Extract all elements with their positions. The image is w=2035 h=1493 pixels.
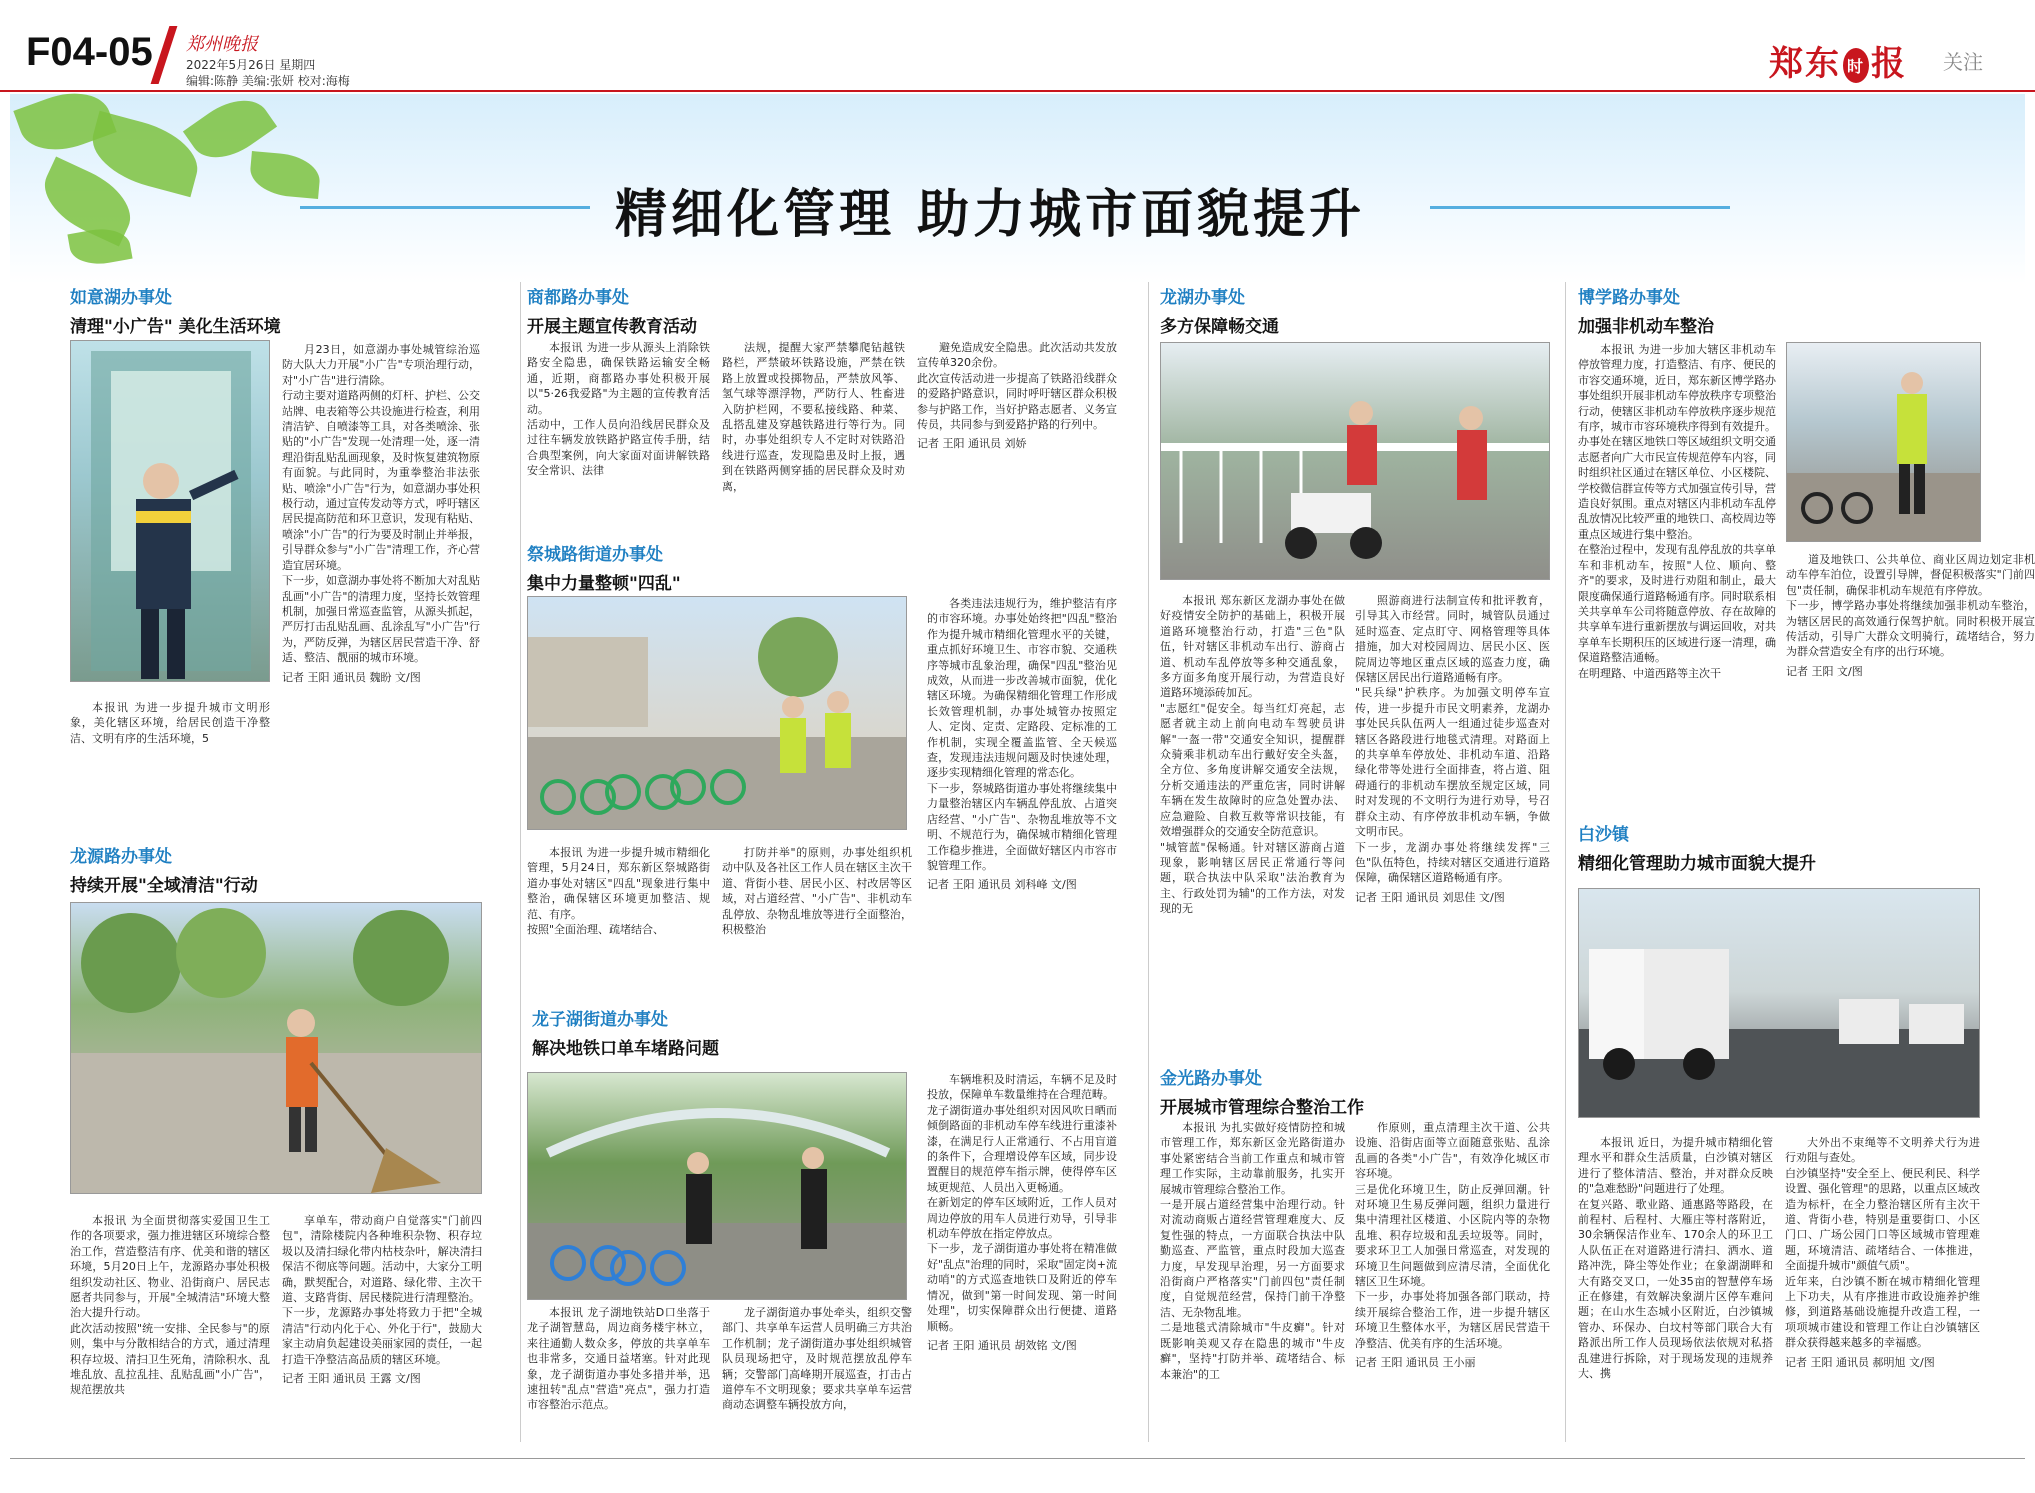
article-body: [70, 1213, 270, 1446]
article-unit: 金光路办事处: [1160, 1069, 1262, 1089]
article-title: 开展主题宣传教育活动: [527, 317, 697, 337]
article-text: 打防并举"的原则，办事处组织机动中队及各社区工作人员在辖区主次干道、背街小巷、居民小区、村改居等区域，对占道经营、"小广告"、非机动车乱停放、杂物乱堆放等进行全面整治，积极整治: [722, 846, 912, 937]
paper-name-badge: 时: [1843, 48, 1869, 83]
article-text: 大外出不束绳等不文明养犬行为进行劝阻与查处。 白沙镇坚持"安全至上、便民利民、科学设置、强化管理"的思路，以重点区域改造为标杆，在全力整治辖区所有主次干道、背街小巷，特别是重要街口、小区门口、广场公园门口等区域城市管理难题，环境清洁、疏堵结合、一体推进，全面提升城市"颜值气质"。 近年来，白沙镇不断在城市精细化管理上下功夫，从有序推进市政设施养护维修，到道路基础设施提升改造工程，一项项城市建设和管理工作让白沙镇辖区群众获得越来越多的幸福感。: [1785, 1136, 1980, 1350]
article-photo: [1578, 888, 1980, 1118]
article-body: [70, 700, 270, 758]
article-text: 本报讯 龙子湖地铁站D口坐落于龙子湖智慧岛，周边商务楼宇林立，来往通勤人数众多，停放的共享单车也非常多，交通日益堵塞。针对此现象，龙子湖街道办事处多措并举，迅速扭转"乱点"营造"亮点"，强力打造市容整治示范点。: [527, 1306, 710, 1412]
article-body: [527, 340, 710, 510]
bottom-rule: [10, 1458, 2025, 1459]
article-body: [927, 596, 1117, 948]
article-byline: 记者 王阳 通讯员 刘娇: [917, 437, 1027, 451]
article-body: [1786, 552, 2035, 679]
article-photo: [70, 340, 270, 682]
article-body: [282, 342, 480, 757]
article-boxuelu: [1578, 283, 2018, 337]
article-byline: 记者 王阳 通讯员 魏盼 文/图: [282, 670, 421, 684]
article-text: 龙子湖街道办事处牵头，组织交警部门、共享单车运营人员明确三方共治工作机制；龙子湖街道办事处组织城管队员现场把守，及时规范摆放乱停车辆；交警部门高峰期开展巡查，打击占道停车不文明现象；要求共享单车运营商动态调整车辆投放方向，: [722, 1306, 912, 1412]
article-title: 精细化管理助力城市面貌大提升: [1578, 854, 1816, 874]
article-body: [527, 1305, 710, 1445]
article-unit: 白沙镇: [1578, 825, 1629, 845]
column-divider: [1565, 282, 1566, 1442]
masthead-slash: [151, 26, 178, 84]
article-unit: 博学路办事处: [1578, 288, 1680, 308]
article-text: 各类违法违规行为，维护整洁有序的市容环境。办事处始终把"四乱"整治作为提升城市精细化管理水平的关键，重点抓好环境卫生、市容市貌、交通秩序等城市乱象治理，确保"四乱"整治见成效，从而进一步改善城市面貌，优化辖区环境。为确保精细化管理工作形成长效管理机制，办事处城管办按照定人、定岗、定责、定路段、定标准的工作机制，实现全覆盖监管、全天候巡查，发现违法违规问题及时快速处理，逐步实现精细化管理的常态化。 下一步，祭城路街道办事处将继续集中力量整治辖区内车辆乱停乱放、占道突店经营、"小广告"、杂物乱堆放等不文明、不规范行为，确保城市精细化管理工作稳步推进，全面做好辖区内市容市貌管理工作。: [927, 597, 1117, 872]
article-longyuanlu: [70, 842, 510, 896]
article-byline: 记者 王阳 通讯员 郝明旭 文/图: [1785, 1355, 1935, 1369]
article-unit: 龙源路办事处: [70, 847, 172, 867]
article-body: [917, 340, 1117, 510]
article-body: [1578, 1135, 1773, 1445]
article-text: 车辆堆积及时清运，车辆不足及时投放，保障单车数量维持在合理范畴。 龙子湖街道办事处组织对因风吹日晒而倾倒路面的非机动车停车线进行重漆补漆，在满足行人正常通行、不占用盲道的条件下，合理增设停车区域，同步设置醒目的规范停车指示牌，使得停车区域更规范、人员出入更畅通。 在新划定的停车区域附近，工作人员对周边停放的用车人员进行劝导，引导非机动车停放在指定停放点。 下一步，龙子湖街道办事处将在精准做好"乱点"治理的同时，采取"固定岗+流动哨"的方式巡查地铁口及附近的停车情况，做到"第一时间发现、第一时间处理"，切实保障群众出行便捷、道路顺畅。: [927, 1073, 1117, 1333]
main-headline: 精细化管理 助力城市面貌提升: [615, 184, 1366, 245]
article-unit: 龙湖办事处: [1160, 288, 1245, 308]
paper-name-right: 报: [1871, 44, 1907, 84]
article-unit: 祭城路街道办事处: [527, 545, 663, 565]
newspaper-logo: 郑州晚报: [186, 34, 258, 55]
street-cleaning-trucks-illustration: [1579, 889, 1980, 1118]
article-body: [1785, 1135, 1980, 1445]
leaf-decoration: [248, 151, 321, 199]
article-lead: 本报讯 为进一步提升城市文明形象，美化辖区环境，给居民创造干净整洁、文明有序的生活环境，5: [70, 701, 270, 745]
article-unit: 如意湖办事处: [70, 288, 172, 308]
article-ruyihu: [70, 283, 510, 337]
article-text: 本报讯 为扎实做好疫情防控和城市管理工作，郑东新区金光路街道办事处紧密结合当前工作重点和城市管理工作实际，主动靠前服务，扎实开展城市管理综合整治工作。 一是开展占道经营集中治理行动。针对流动商贩占道经营管理难度大、反复性强的特点，一方面联合执法中队勤巡查、严监管，重点时段加大巡查力度，早发现早治理，另一方面要求沿街商户严格落实"门前四包"责任制度，自觉规范经营，保持门前干净整洁、无杂物乱堆。 二是地毯式清除城市"牛皮癣"。针对既影响美观又存在隐患的城市"牛皮癣"，坚持"打防并举、疏堵结合、标本兼治"的工: [1160, 1121, 1345, 1381]
issue-date: 2022年5月26日 星期四: [186, 58, 316, 72]
article-shangdulu: [527, 283, 1127, 337]
article-unit: 商都路办事处: [527, 288, 629, 308]
article-photo: [70, 902, 482, 1194]
article-jichenglu: [527, 540, 1127, 594]
article-text: 本报讯 为全面贯彻落实爱国卫生工作的各项要求，强力推进辖区环境综合整治工作，营造整洁有序、优美和谐的辖区环境，5月20日上午，龙源路办事处积极组织发动社区、物业、沿街商户、居民志愿者共同参与，开展"全城清洁"环境大整治大提升行动。 此次活动按照"统一安排、全民参与"的原则，集中与分散相结合的方式，通过清理积存垃圾、清扫卫生死角，清除积水、乱堆乱放、乱拉乱挂、乱贴乱画"小广告"，规范摆放共: [70, 1214, 270, 1397]
article-text: 本报讯 为进一步提升城市精细化管理，5月24日，郑东新区祭城路街道办事处对辖区"四乱"现象进行集中整治，确保辖区环境更加整洁、规范、有序。 按照"全面治理、疏堵结合、: [527, 846, 710, 937]
article-byline: 记者 王阳 通讯员 王小丽: [1355, 1356, 1476, 1370]
article-body: [1160, 1120, 1345, 1445]
section-label: 关注: [1943, 50, 1983, 74]
article-text: 法规，提醒大家严禁攀爬钻越铁路栏，严禁破坏铁路设施，严禁在铁路上放置或投掷物品，严禁放风筝、氢气球等漂浮物，严防行人、牲畜进入防护栏网，不要私接线路、种菜、乱搭乱建及穿越铁路进行等行为。同时，办事处组织专人不定时对铁路沿线进行巡查，发现隐患及时上报，遇到在铁路两侧穿插的居民群众及时劝离，: [722, 341, 905, 493]
staff-credits: 编辑:陈静 美编:张妍 校对:海梅: [186, 74, 350, 88]
worker-bikes-illustration: [1787, 343, 1981, 542]
article-title: 加强非机动车整治: [1578, 317, 1714, 337]
article-longzihu: [532, 1005, 1132, 1059]
article-title: 解决地铁口单车堵路问题: [532, 1039, 719, 1059]
article-text: 照游商进行法制宣传和批评教育，引导其入市经营。同时，城管队员通过延时巡查、定点盯守、网格管理等具体措施，加大对校园周边、居民小区、医院周边等地区重点区域的巡查力度，确保辖区居民出行道路通畅有序。 "民兵绿"护秩序。为加强文明停车宣传，进一步提升市民文明素养，龙湖办事处民兵队伍两人一组通过徒步巡查对辖区各路段进行地毯式清理。对路面上的共享单车停放处、非机动车道、沿路绿化带等处进行全面排查，将占道、阻碍通行的非机动车摆放至规定区域，同时对发现的不文明行为进行劝导，号召群众主动、有序停放非机动车辆，争做文明市民。 下一步，龙湖办事处将继续发挥"三色"队伍特色，持续对辖区交通进行道路保障，确保辖区道路畅通有序。: [1355, 594, 1550, 885]
article-body: [722, 845, 912, 950]
section-paper-name: [1769, 36, 1907, 85]
worker-cleaning-ads-illustration: [71, 341, 270, 682]
article-body: [1578, 342, 1776, 774]
article-text: 享单车，带动商户自觉落实"门前四包"，清除楼院内各种堆积杂物、积存垃圾以及清扫绿化带内枯枝杂叶，解决清扫保洁不彻底等问题。活动中，大家分工明确，默契配合，对道路、绿化带、主次干道、支路背街、居民楼院进行清理整治。 下一步，龙源路办事处将致力于把"全城清洁"行动内化于心、外化于行"，鼓励大家主动肩负起建设美丽家园的责任，一起打造干净整洁高品质的辖区环境。: [282, 1214, 482, 1366]
headline-line-right: [1430, 206, 1730, 209]
article-byline: 记者 王阳 通讯员 刘思佳 文/图: [1355, 890, 1505, 904]
article-text: 本报讯 为进一步从源头上消除铁路安全隐患，确保铁路运输安全畅通，近期，商都路办事处积极开展以"5·26我爱路"为主题的宣传教育活动。 活动中，工作人员向沿线居民群众及过往车辆发放铁路护路宣传手册，结合典型案例，向大家面对面讲解铁路安全常识、法律: [527, 341, 710, 478]
article-body: [927, 1072, 1117, 1442]
column-divider: [1148, 282, 1149, 1442]
article-byline: 记者 王阳 通讯员 刘科峰 文/图: [927, 878, 1077, 892]
article-photo: [1786, 342, 1981, 542]
column-divider: [520, 282, 521, 1442]
volunteers-traffic-illustration: [1161, 343, 1550, 580]
article-title: 集中力量整顿"四乱": [527, 574, 681, 594]
article-body: [1355, 1120, 1550, 1445]
article-photo: [527, 596, 907, 830]
article-text: 作原则，重点清理主次干道、公共设施、沿街店面等立面随意张贴、乱涂乱画的各类"小广告"，有效净化城区市容环境。 三是优化环境卫生，防止反弹回潮。针对环境卫生易反弹问题，组织力量进行集中清理社区楼道、小区院内等的杂物乱堆、积存垃圾和乱丢垃圾等。同时，要求环卫工人加强日常巡查，对发现的环境卫生问题做到应清尽清，全面优化辖区卫生环境。 下一步，办事处将加强各部门联动，持续开展综合整治工作，进一步提升辖区环境卫生整体水平，为辖区居民营造干净整洁、优美有序的生活环境。: [1355, 1121, 1550, 1350]
article-body: [1355, 593, 1550, 993]
page-number: F04-05: [26, 30, 153, 74]
article-body: [282, 1213, 482, 1446]
article-text: 本报讯 近日，为提升城市精细化管理水平和群众生活质量，白沙镇对辖区进行了整体清洁、整治，并对群众反映的"急难愁盼"问题进行了处理。 在复兴路、歌业路、通惠路等路段，在前程村、后程村、大雁庄等村落附近，30余辆保洁作业车、170余人的环卫工人队伍正在对道路进行清扫、洒水、道路冲洗，降尘等处作业；在象湖湖畔和大有路交叉口，一处35亩的智慧停车场正在修建，有效解决象湖片区停车难问题；在山水生态城小区附近，白沙镇城管办、环保办、白坟村等部门联合大有路派出所工作人员现场依法依规对私搭乱建进行拆除，对于现场发现的违规养大、携: [1578, 1136, 1773, 1381]
article-title: 清理"小广告" 美化生活环境: [70, 317, 281, 337]
article-text: 本报讯 为进一步加大辖区非机动车停放管理力度，打造整洁、有序、便民的市容交通环境，近日，郑东新区博学路办事处组织开展非机动车停放秩序专项整治行动，使辖区非机动车停放秩序逐步规范有序，城市市容环境秩序得到有效提升。 办事处在辖区地铁口等区域组织文明交通志愿者向广大市民宣传规范停车内容，同时组织社区通过在辖区单位、小区楼院、学校微信群宣传等方式加强宣传引导，营造良好氛围。重点对辖区内非机动车乱停乱放情况比较严重的地铁口、高校周边等重点区域进行集中整治。 在整治过程中，发现有乱停乱放的共享单车和非机动车，按照"人位、顺向、整齐"的要求，及时进行劝阻和制止，最大限度确保通行道路畅通有序。同时联系相关共享单车公司将随意停放、存在故障的共享单车进行重新摆放与调运回收，对共享单车长期积压的区域进行逐一清理，确保道路整洁通畅。 在明理路、中道西路等主次干: [1578, 343, 1776, 680]
article-title: 开展城市管理综合整治工作: [1160, 1098, 1364, 1118]
article-body: [527, 845, 710, 950]
paper-name-left: 郑东: [1768, 44, 1841, 84]
article-title: 多方保障畅交通: [1160, 317, 1279, 337]
article-byline: 记者 王阳 通讯员 胡效铭 文/图: [927, 1338, 1077, 1352]
shared-bikes-workers-illustration: [528, 597, 907, 830]
headline-line-left: [300, 206, 590, 209]
article-unit: 龙子湖街道办事处: [532, 1010, 668, 1030]
metro-exit-bikes-illustration: [528, 1073, 907, 1300]
street-sweeper-illustration: [71, 903, 482, 1194]
article-jinguanglu: [1160, 1064, 1560, 1118]
article-byline: 记者 王阳 文/图: [1786, 664, 1863, 678]
masthead: [0, 0, 2035, 92]
article-body: [1160, 593, 1345, 993]
article-title: 持续开展"全域清洁"行动: [70, 876, 258, 896]
article-text: 本报讯 郑东新区龙湖办事处在做好疫情安全防护的基础上，积极开展道路环境整治行动，打造"三色"队伍，针对辖区非机动车出行、游商占道、机动车乱停放等多种交通乱象，多方面多角度开展行动，为营造良好道路环境添砖加瓦。 "志愿红"促安全。每当红灯亮起，志愿者就主动上前向电动车驾驶员讲解"一盔一带"交通安全知识，提醒群众骑乘非机动车出行戴好安全头盔，全方位、多角度讲解交通安全法规，分析交通违法的严重危害，同时讲解车辆在发生故障时的应急处置办法、应急避险、自救互救等常识技能，有效增强群众的交通安全防范意识。 "城管蓝"保畅通。针对辖区游商占道现象，影响辖区居民正常通行等问题，联合执法中队采取"法治教育为主、行政处罚为辅"的工作方法，对发现的无: [1160, 594, 1345, 916]
article-text: 道及地铁口、公共单位、商业区周边划定非机动车停车泊位，设置引导牌，督促积极落实"门前四包"责任制，确保非机动车规范有序停放。 下一步，博学路办事处将继续加强非机动车整治，为辖区居民的高效通行保驾护航。同时积极开展宣传活动，引导广大群众文明骑行，疏堵结合，努力为群众营造安全有序的出行环境。: [1786, 553, 2035, 659]
article-text: 避免造成安全隐患。此次活动共发放宣传单320余份。 此次宣传活动进一步提高了铁路沿线群众的爱路护路意识，同时呼吁辖区群众积极参与护路工作，当好护路志愿者、义务宣传员，共同参与到爱路护路的行列中。: [917, 341, 1117, 432]
article-text: 月23日，如意湖办事处城管综治巡防大队大力开展"小广告"专项治理行动，对"小广告"进行清除。 行动主要对道路两侧的灯杆、护栏、公交站牌、电表箱等公共设施进行检查，利用清洁铲、自喷漆等工具，对各类喷涂、张贴的"小广告"发现一处清理一处，逐一清理沿街乱贴乱画现象，及时恢复建筑物原有面貌。与此同时，为重拳整治非法张贴、喷涂"小广告"行为，如意湖办事处积极行动，通过宣传发动等方式，呼吁辖区居民提高防范和环卫意识，发现有粘贴、喷涂"小广告"的行为要及时制止并举报，引导群众参与"小广告"清理工作，齐心营造宜居环境。 下一步，如意湖办事处将不断加大对乱贴乱画"小广告"的清理力度，坚持长效管理机制，加强日常巡查监管，从源头抓起，严厉打击乱贴乱画、乱涂乱写"小广告"行为，严防反弹，为辖区居民营造干净、舒适、整洁、靓丽的城市环境。: [282, 343, 480, 665]
article-byline: 记者 王阳 通讯员 王露 文/图: [282, 1372, 421, 1386]
article-photo: [1160, 342, 1550, 580]
article-baishazhen: [1578, 820, 2018, 874]
article-longhu: [1160, 283, 1560, 337]
article-photo: [527, 1072, 907, 1300]
article-body: [722, 340, 905, 510]
article-body: [722, 1305, 912, 1445]
